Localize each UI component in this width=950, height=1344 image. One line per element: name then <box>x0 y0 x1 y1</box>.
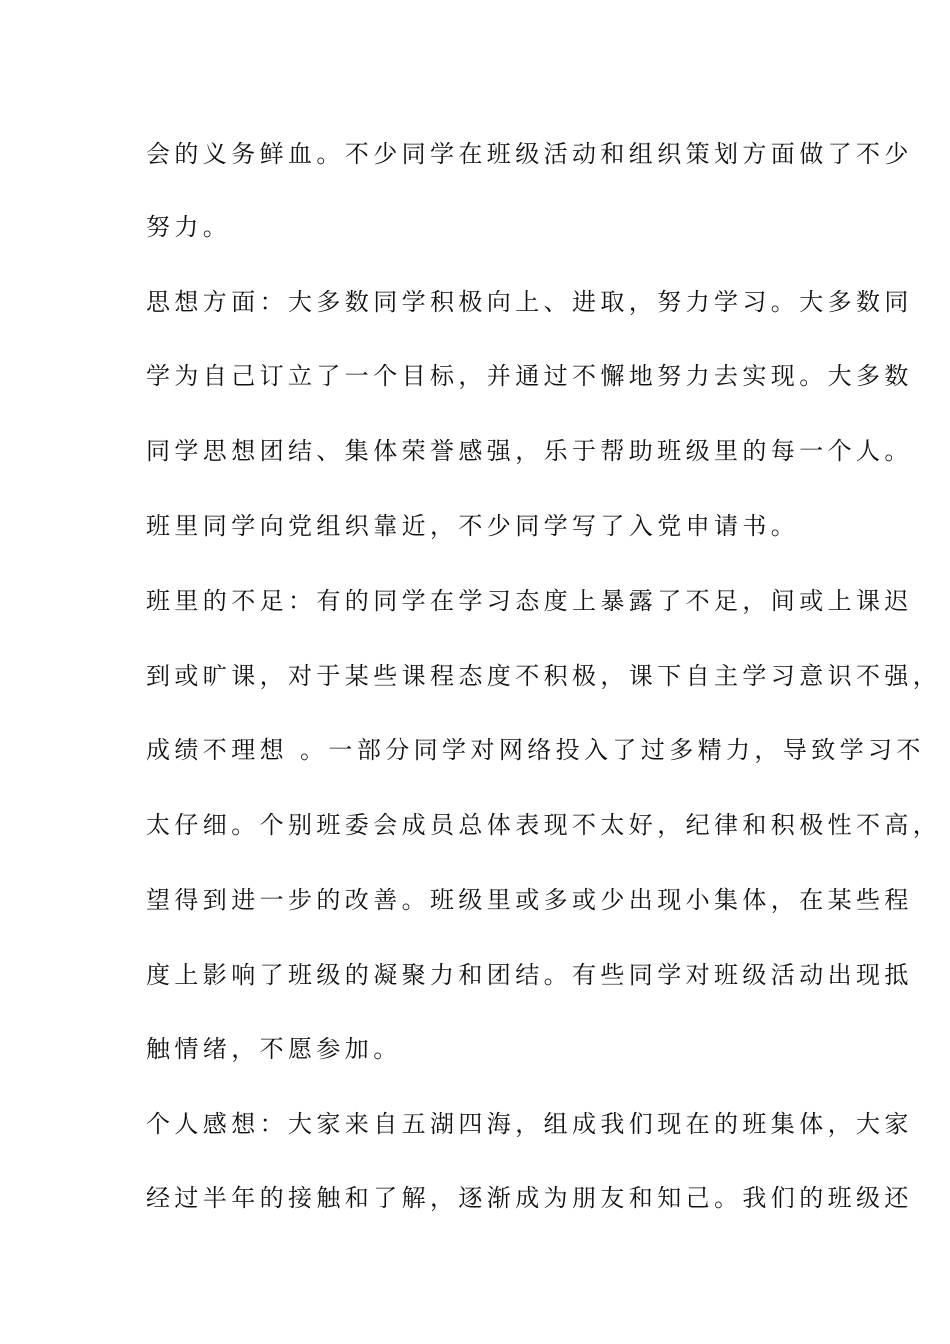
text-line-6: 班里同学向党组织靠近，不少同学写了入党申请书。 <box>146 512 800 540</box>
text-line-1: 会的义务鲜血。不少同学在班级活动和组织策划方面做了不少 <box>146 140 913 168</box>
text-line-9: 成绩不理想 。一部分同学对网络投入了过多精力，导致学习不 <box>146 736 925 764</box>
text-line-15: 经过半年的接触和了解，逐渐成为朋友和知己。我们的班级还 <box>146 1184 913 1212</box>
text-line-13: 触情绪，不愿参加。 <box>146 1035 402 1063</box>
text-line-2: 努力。 <box>146 213 232 241</box>
text-line-4: 学为自己订立了一个目标，并通过不懈地努力去实现。大多数 <box>146 362 913 390</box>
text-line-8: 到或旷课，对于某些课程态度不积极，课下自主学习意识不强， <box>146 662 942 690</box>
text-line-12: 度上影响了班级的凝聚力和团结。有些同学对班级活动出现抵 <box>146 961 913 989</box>
text-line-7: 班里的不足：有的同学在学习态度上暴露了不足，间或上课迟 <box>146 587 913 615</box>
text-line-10: 太仔细。个别班委会成员总体表现不太好，纪律和积极性不高， <box>146 811 942 839</box>
text-line-3: 思想方面：大多数同学积极向上、进取，努力学习。大多数同 <box>146 288 913 316</box>
text-line-11: 望得到进一步的改善。班级里或多或少出现小集体，在某些程 <box>146 886 913 914</box>
text-line-5: 同学思想团结、集体荣誉感强，乐于帮助班级里的每一个人。 <box>146 437 913 465</box>
text-line-14: 个人感想：大家来自五湖四海，组成我们现在的班集体，大家 <box>146 1110 913 1138</box>
